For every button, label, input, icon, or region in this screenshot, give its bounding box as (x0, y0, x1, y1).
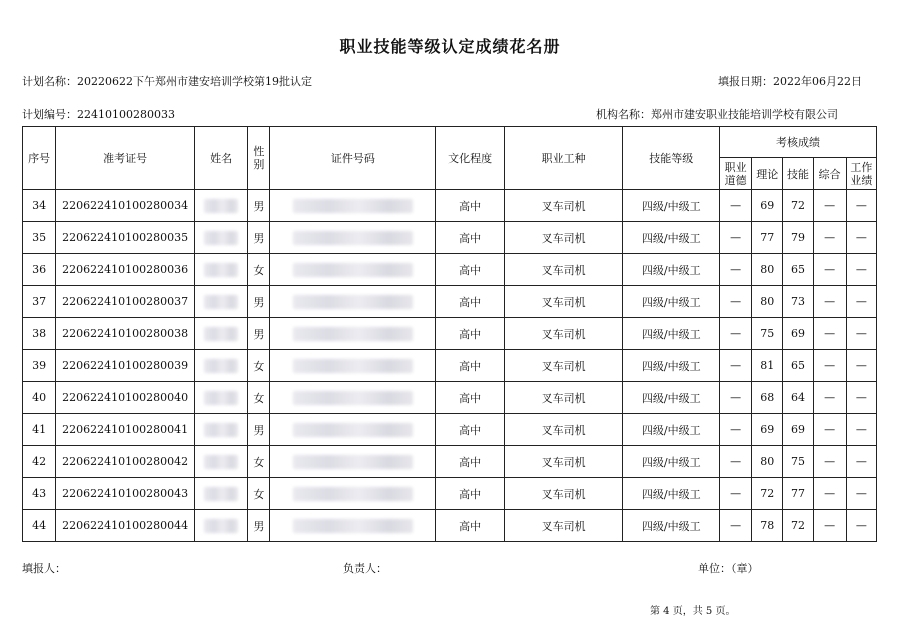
header-id-no: 证件号码 (270, 127, 436, 190)
cell-ethics: — (720, 446, 752, 478)
cell-ethics: — (720, 190, 752, 222)
cell-exam-no: 220622410100280041 (56, 414, 195, 446)
cell-education: 高中 (436, 254, 504, 286)
cell-skill: 73 (783, 286, 813, 318)
cell-theory: 69 (752, 414, 783, 446)
cell-skill-level: 四级/中级工 (623, 510, 720, 542)
table-row (23, 318, 877, 350)
redaction-blur (293, 519, 413, 533)
cell-name-redacted (195, 382, 248, 414)
document-title: 职业技能等级认定成绩花名册 (339, 37, 561, 56)
cell-work-performance: — (846, 286, 876, 318)
cell-seq: 41 (23, 414, 56, 446)
cell-seq: 37 (23, 286, 56, 318)
cell-skill: 72 (783, 190, 813, 222)
cell-gender: 男 (248, 222, 270, 254)
table-row (23, 222, 877, 254)
cell-name-redacted (195, 286, 248, 318)
cell-education: 高中 (436, 222, 504, 254)
cell-exam-no: 220622410100280035 (56, 222, 195, 254)
cell-skill: 79 (783, 222, 813, 254)
cell-id-no-redacted (270, 286, 436, 318)
cell-gender: 男 (248, 190, 270, 222)
cell-comprehensive: — (813, 286, 846, 318)
redaction-blur (293, 327, 413, 341)
cell-education: 高中 (436, 478, 504, 510)
plan-number: 计划编号：22410100280033 (22, 108, 175, 121)
cell-occupation: 叉车司机 (504, 318, 623, 350)
header-education: 文化程度 (436, 127, 504, 190)
cell-gender: 女 (248, 446, 270, 478)
table-row (23, 254, 877, 286)
cell-occupation: 叉车司机 (504, 190, 623, 222)
cell-skill-level: 四级/中级工 (623, 318, 720, 350)
table-row (23, 350, 877, 382)
cell-comprehensive: — (813, 382, 846, 414)
cell-id-no-redacted (270, 254, 436, 286)
cell-gender: 男 (248, 318, 270, 350)
cell-seq: 42 (23, 446, 56, 478)
cell-ethics: — (720, 318, 752, 350)
cell-gender: 男 (248, 414, 270, 446)
cell-occupation: 叉车司机 (504, 414, 623, 446)
redaction-blur (293, 455, 413, 469)
cell-occupation: 叉车司机 (504, 510, 623, 542)
header-skill-level: 技能等级 (623, 127, 720, 190)
cell-seq: 38 (23, 318, 56, 350)
cell-theory: 81 (752, 350, 783, 382)
cell-work-performance: — (846, 190, 876, 222)
header-comprehensive: 综合 (813, 158, 846, 190)
cell-work-performance: — (846, 510, 876, 542)
redaction-blur (204, 359, 238, 373)
redaction-blur (204, 295, 238, 309)
table-row (23, 446, 877, 478)
cell-education: 高中 (436, 382, 504, 414)
cell-work-performance: — (846, 222, 876, 254)
responsible-label: 负责人： (343, 562, 387, 575)
cell-exam-no: 220622410100280044 (56, 510, 195, 542)
cell-comprehensive: — (813, 414, 846, 446)
cell-id-no-redacted (270, 478, 436, 510)
redaction-blur (293, 199, 413, 213)
cell-education: 高中 (436, 190, 504, 222)
cell-id-no-redacted (270, 350, 436, 382)
score-roster-table (22, 126, 877, 542)
cell-id-no-redacted (270, 510, 436, 542)
cell-theory: 80 (752, 446, 783, 478)
redaction-blur (293, 359, 413, 373)
cell-seq: 40 (23, 382, 56, 414)
cell-theory: 75 (752, 318, 783, 350)
cell-theory: 77 (752, 222, 783, 254)
redaction-blur (293, 391, 413, 405)
cell-ethics: — (720, 382, 752, 414)
cell-name-redacted (195, 414, 248, 446)
cell-ethics: — (720, 510, 752, 542)
cell-skill-level: 四级/中级工 (623, 446, 720, 478)
cell-education: 高中 (436, 414, 504, 446)
cell-exam-no: 220622410100280034 (56, 190, 195, 222)
cell-exam-no: 220622410100280037 (56, 286, 195, 318)
cell-occupation: 叉车司机 (504, 350, 623, 382)
cell-id-no-redacted (270, 222, 436, 254)
cell-skill: 77 (783, 478, 813, 510)
header-exam-no: 准考证号 (56, 127, 195, 190)
cell-ethics: — (720, 414, 752, 446)
header-ethics: 职业道德 (720, 158, 752, 190)
cell-education: 高中 (436, 510, 504, 542)
cell-skill: 65 (783, 254, 813, 286)
cell-gender: 女 (248, 478, 270, 510)
table-row (23, 286, 877, 318)
cell-work-performance: — (846, 350, 876, 382)
table-row (23, 510, 877, 542)
cell-name-redacted (195, 510, 248, 542)
header-theory: 理论 (752, 158, 783, 190)
cell-exam-no: 220622410100280039 (56, 350, 195, 382)
cell-gender: 女 (248, 382, 270, 414)
cell-theory: 80 (752, 254, 783, 286)
cell-comprehensive: — (813, 478, 846, 510)
cell-skill: 65 (783, 350, 813, 382)
cell-gender: 女 (248, 350, 270, 382)
cell-comprehensive: — (813, 254, 846, 286)
redaction-blur (293, 487, 413, 501)
redaction-blur (204, 199, 238, 213)
cell-ethics: — (720, 254, 752, 286)
header-work-performance: 工作业绩 (846, 158, 876, 190)
header-name: 姓名 (195, 127, 248, 190)
cell-seq: 44 (23, 510, 56, 542)
cell-occupation: 叉车司机 (504, 222, 623, 254)
cell-skill: 72 (783, 510, 813, 542)
cell-exam-no: 220622410100280040 (56, 382, 195, 414)
cell-education: 高中 (436, 350, 504, 382)
header-gender: 性别 (248, 127, 270, 190)
cell-name-redacted (195, 254, 248, 286)
cell-work-performance: — (846, 318, 876, 350)
cell-skill: 69 (783, 414, 813, 446)
cell-exam-no: 220622410100280036 (56, 254, 195, 286)
cell-occupation: 叉车司机 (504, 382, 623, 414)
cell-skill: 75 (783, 446, 813, 478)
cell-work-performance: — (846, 382, 876, 414)
cell-work-performance: — (846, 446, 876, 478)
cell-theory: 69 (752, 190, 783, 222)
cell-theory: 78 (752, 510, 783, 542)
redaction-blur (293, 263, 413, 277)
redaction-blur (204, 263, 238, 277)
cell-occupation: 叉车司机 (504, 446, 623, 478)
cell-seq: 35 (23, 222, 56, 254)
redaction-blur (204, 231, 238, 245)
cell-id-no-redacted (270, 190, 436, 222)
cell-name-redacted (195, 318, 248, 350)
cell-theory: 80 (752, 286, 783, 318)
cell-ethics: — (720, 222, 752, 254)
redaction-blur (204, 455, 238, 469)
cell-skill-level: 四级/中级工 (623, 286, 720, 318)
cell-comprehensive: — (813, 350, 846, 382)
redaction-blur (293, 231, 413, 245)
cell-occupation: 叉车司机 (504, 478, 623, 510)
cell-seq: 34 (23, 190, 56, 222)
cell-comprehensive: — (813, 190, 846, 222)
roster-body (23, 190, 877, 542)
cell-skill-level: 四级/中级工 (623, 350, 720, 382)
cell-gender: 女 (248, 254, 270, 286)
header-skill: 技能 (783, 158, 813, 190)
cell-skill-level: 四级/中级工 (623, 478, 720, 510)
cell-skill-level: 四级/中级工 (623, 222, 720, 254)
redaction-blur (293, 295, 413, 309)
cell-skill: 64 (783, 382, 813, 414)
cell-comprehensive: — (813, 446, 846, 478)
cell-seq: 43 (23, 478, 56, 510)
cell-education: 高中 (436, 318, 504, 350)
cell-id-no-redacted (270, 414, 436, 446)
redaction-blur (204, 327, 238, 341)
cell-id-no-redacted (270, 382, 436, 414)
header-seq: 序号 (23, 127, 56, 190)
table-row (23, 478, 877, 510)
cell-gender: 男 (248, 286, 270, 318)
cell-work-performance: — (846, 254, 876, 286)
redaction-blur (293, 423, 413, 437)
cell-exam-no: 220622410100280038 (56, 318, 195, 350)
cell-skill-level: 四级/中级工 (623, 414, 720, 446)
cell-occupation: 叉车司机 (504, 254, 623, 286)
cell-exam-no: 220622410100280042 (56, 446, 195, 478)
cell-ethics: — (720, 478, 752, 510)
cell-seq: 39 (23, 350, 56, 382)
redaction-blur (204, 487, 238, 501)
header-scores-group: 考核成绩 (720, 127, 877, 158)
plan-name: 计划名称：20220622下午郑州市建安培训学校第19批认定 (22, 75, 312, 88)
redaction-blur (204, 391, 238, 405)
cell-occupation: 叉车司机 (504, 286, 623, 318)
cell-comprehensive: — (813, 510, 846, 542)
cell-name-redacted (195, 478, 248, 510)
cell-name-redacted (195, 446, 248, 478)
cell-education: 高中 (436, 446, 504, 478)
cell-ethics: — (720, 350, 752, 382)
redaction-blur (204, 519, 238, 533)
unit-seal-label: 单位：（章） (698, 562, 759, 575)
cell-name-redacted (195, 190, 248, 222)
cell-id-no-redacted (270, 446, 436, 478)
table-row (23, 382, 877, 414)
table-row (23, 414, 877, 446)
cell-theory: 72 (752, 478, 783, 510)
cell-skill-level: 四级/中级工 (623, 190, 720, 222)
redaction-blur (204, 423, 238, 437)
organization-name: 机构名称：郑州市建安职业技能培训学校有限公司 (596, 108, 838, 121)
cell-gender: 男 (248, 510, 270, 542)
table-row (23, 190, 877, 222)
cell-name-redacted (195, 350, 248, 382)
header-occupation: 职业工种 (504, 127, 623, 190)
cell-comprehensive: — (813, 222, 846, 254)
cell-skill: 69 (783, 318, 813, 350)
cell-skill-level: 四级/中级工 (623, 254, 720, 286)
cell-name-redacted (195, 222, 248, 254)
cell-work-performance: — (846, 414, 876, 446)
cell-ethics: — (720, 286, 752, 318)
cell-exam-no: 220622410100280043 (56, 478, 195, 510)
cell-education: 高中 (436, 286, 504, 318)
filler-label: 填报人： (22, 562, 66, 575)
page-indicator: 第 4 页，共 5 页。 (650, 606, 736, 617)
cell-comprehensive: — (813, 318, 846, 350)
cell-work-performance: — (846, 478, 876, 510)
cell-seq: 36 (23, 254, 56, 286)
cell-id-no-redacted (270, 318, 436, 350)
cell-skill-level: 四级/中级工 (623, 382, 720, 414)
cell-theory: 68 (752, 382, 783, 414)
report-date: 填报日期：2022年06月22日 (718, 75, 862, 88)
